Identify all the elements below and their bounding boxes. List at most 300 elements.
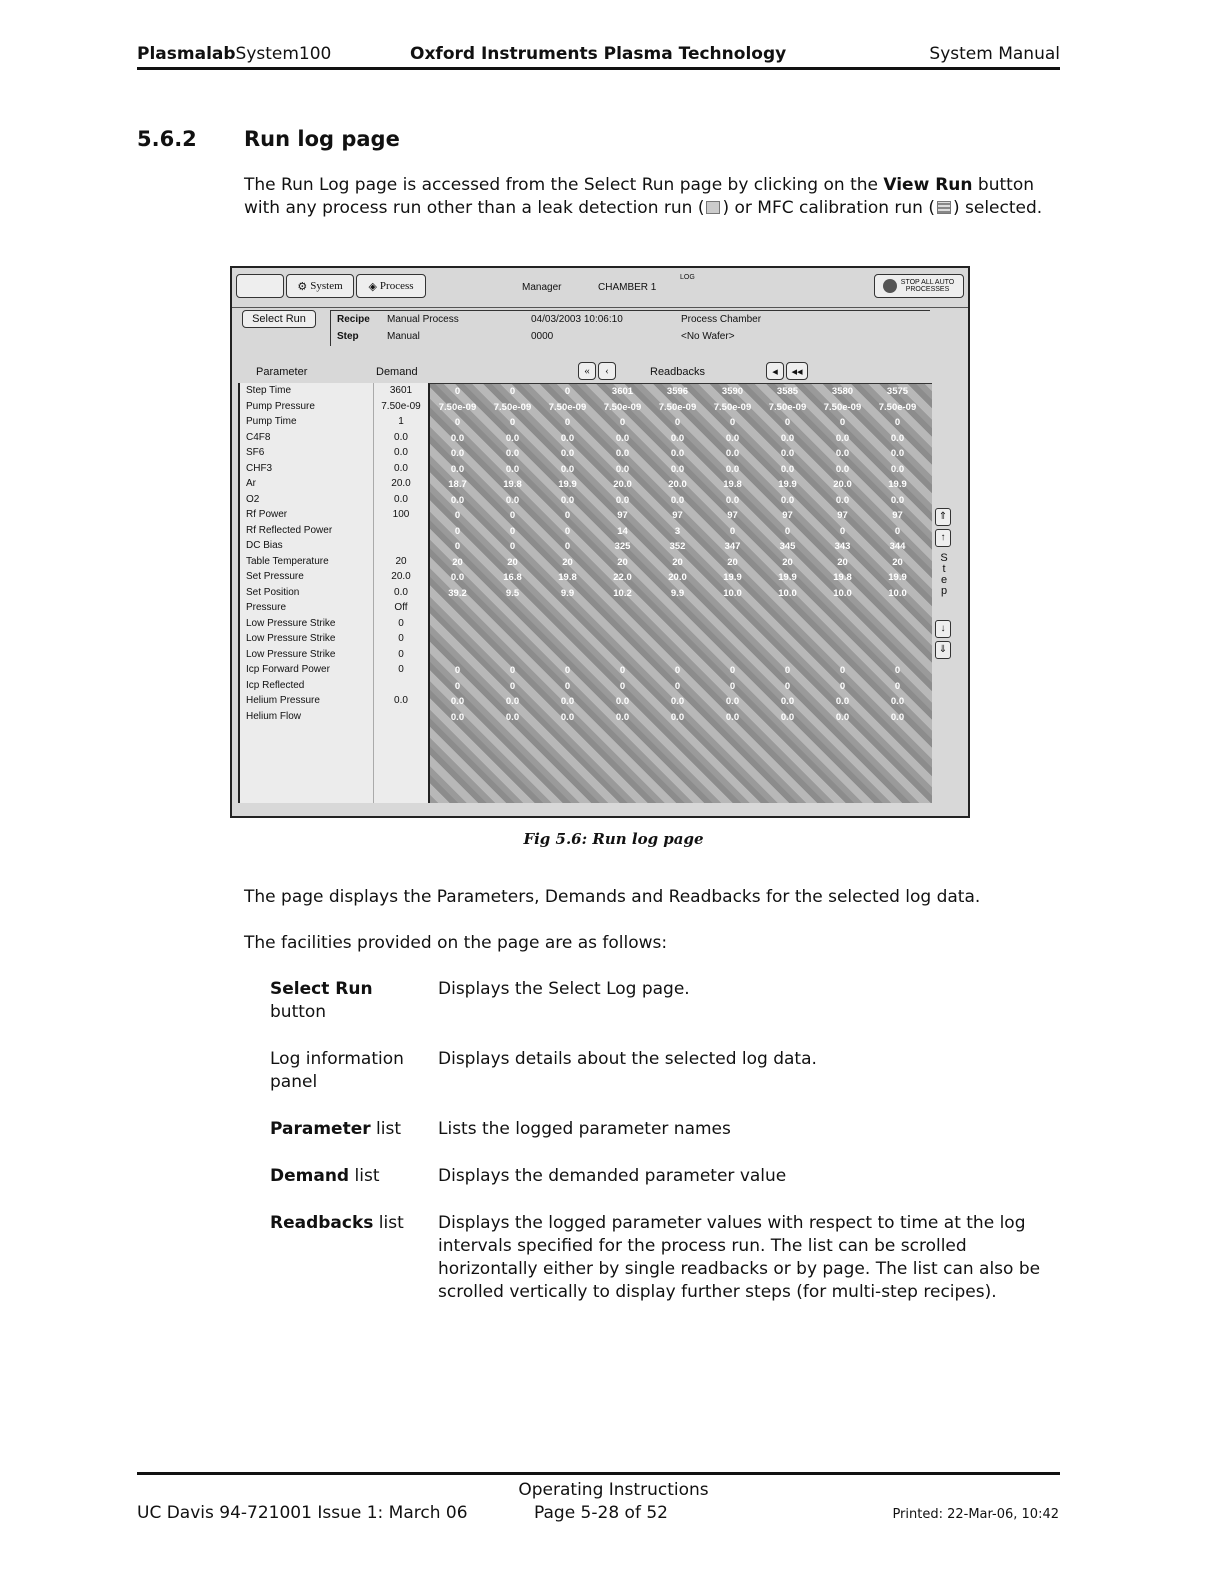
- readback-row: [430, 508, 932, 524]
- page-left-button[interactable]: ◂◂: [786, 362, 808, 380]
- parameter-item: Helium Pressure: [246, 695, 320, 706]
- readback-cell: 0: [564, 510, 571, 521]
- readback-cell: 0.0: [670, 432, 685, 444]
- step-up-button-side[interactable]: ↑: [935, 529, 951, 547]
- readback-cell: 3575: [886, 386, 909, 397]
- stop-icon: [883, 279, 897, 293]
- readback-cell: 0.0: [725, 494, 740, 506]
- section-title: Run log page: [244, 127, 400, 151]
- readback-cell: 0.0: [780, 711, 795, 723]
- readback-cell: 20: [672, 556, 683, 568]
- readback-cell: [595, 648, 650, 664]
- readback-cell: 0: [454, 665, 461, 676]
- step-up-button[interactable]: ‹: [598, 362, 616, 380]
- facility-term: Demand list: [270, 1166, 380, 1186]
- readback-cell: 0: [619, 417, 626, 428]
- demand-value: 1: [398, 416, 404, 427]
- toolbar: [232, 268, 968, 308]
- readback-cell: 0: [839, 680, 846, 692]
- readback-cell: [815, 601, 870, 617]
- readback-cell: 20: [727, 556, 738, 568]
- step-page-down-button[interactable]: ⇓: [935, 641, 951, 659]
- readback-cell: 0.0: [725, 432, 740, 444]
- readback-cell: 14: [617, 525, 628, 537]
- readback-cell: 0.0: [890, 448, 905, 459]
- demand-value: 20.0: [391, 571, 411, 582]
- demand-header: Demand: [376, 366, 418, 378]
- demand-value: 0.0: [394, 431, 408, 443]
- readback-row: [430, 617, 932, 633]
- paragraph-display: The page displays the Parameters, Demands and Readbacks for the selected log data.: [244, 887, 981, 907]
- demand-list: [373, 383, 428, 803]
- readback-cell: 0.0: [670, 696, 685, 707]
- demand-value: 7.50e-09: [381, 400, 421, 412]
- readback-cell: 0.0: [670, 448, 685, 459]
- readback-cell: 0.0: [615, 696, 630, 707]
- footer-doc-id: UC Davis 94-721001 Issue 1: March 06: [137, 1503, 468, 1523]
- readback-row: [430, 710, 932, 726]
- readback-cell: 0: [839, 525, 846, 537]
- system-button[interactable]: ⚙ System: [286, 274, 354, 298]
- readback-cell: 19.8: [558, 572, 577, 583]
- readback-cell: [815, 617, 870, 633]
- readback-cell: 19.9: [888, 572, 907, 583]
- readback-cell: [650, 648, 705, 664]
- readback-cell: 22.0: [613, 572, 632, 583]
- footer-divider: [137, 1472, 1060, 1475]
- readback-cell: [870, 648, 925, 664]
- parameter-item: Ar: [246, 478, 256, 489]
- readback-cell: 0: [894, 665, 901, 676]
- system-icon: ⚙: [297, 280, 308, 293]
- demand-value: [374, 523, 428, 539]
- parameter-item: Pressure: [246, 602, 287, 613]
- process-button[interactable]: ◈ Process: [356, 274, 426, 298]
- readback-cell: 0.0: [615, 711, 630, 723]
- readback-cell: [595, 617, 650, 633]
- readback-cell: 0: [509, 417, 516, 428]
- readback-cell: 0: [509, 665, 516, 676]
- readback-cell: [540, 648, 595, 664]
- readback-cell: [595, 632, 650, 648]
- readback-cell: 9.9: [560, 587, 575, 599]
- readback-cell: 0.0: [505, 711, 520, 723]
- readback-cell: 0.0: [835, 432, 850, 444]
- readback-cell: 7.50e-09: [438, 401, 477, 413]
- readback-cell: 7.50e-09: [713, 401, 752, 413]
- readback-cell: 20: [782, 556, 793, 568]
- parameter-item: Step Time: [246, 385, 292, 396]
- readback-cell: 0: [564, 525, 571, 537]
- facility-term: Select Run button: [270, 979, 373, 1022]
- readback-cell: [540, 601, 595, 617]
- readback-cell: 0: [564, 665, 571, 676]
- footer-printed: Printed: 22-Mar-06, 10:42: [892, 1507, 1059, 1522]
- readback-cell: 0.0: [505, 448, 520, 459]
- readbacks-header: Readbacks: [650, 366, 706, 378]
- readback-row: [430, 493, 932, 509]
- readback-cell: 0: [839, 417, 846, 428]
- readback-cell: 19.8: [833, 572, 852, 583]
- readback-cell: 20: [452, 556, 463, 568]
- mfc-calibration-icon: [937, 201, 951, 214]
- readback-cell: 7.50e-09: [548, 401, 587, 413]
- readback-cell: [430, 648, 485, 664]
- readback-cell: 97: [782, 510, 793, 521]
- readback-cell: 0.0: [615, 463, 630, 475]
- readback-cell: 0.0: [560, 463, 575, 475]
- readback-cell: 20: [892, 556, 903, 568]
- readback-cell: [485, 617, 540, 633]
- scroll-left-button[interactable]: ◂: [766, 362, 784, 380]
- readback-cell: 0.0: [725, 696, 740, 707]
- readback-cell: 19.8: [723, 479, 742, 490]
- readback-cell: 7.50e-09: [658, 401, 697, 413]
- readback-cell: 9.9: [670, 587, 685, 599]
- readback-cell: 0: [564, 541, 571, 552]
- readback-cell: 0.0: [450, 463, 465, 475]
- readback-cell: 19.9: [558, 479, 577, 490]
- readback-cell: [485, 632, 540, 648]
- readback-cell: 19.9: [888, 479, 907, 490]
- readback-cell: 0: [894, 525, 901, 537]
- demand-value: [374, 709, 428, 725]
- readback-cell: 0.0: [725, 711, 740, 723]
- readback-cell: 0.0: [780, 448, 795, 459]
- intro-paragraph: The Run Log page is accessed from the Select Run page by clicking on the View Run button with any process run other than a leak detection run ( ) or MFC calibration run ( ) selected.: [244, 175, 1043, 218]
- readback-cell: [650, 601, 705, 617]
- demand-value: 100: [392, 509, 410, 520]
- demand-value: 0.0: [394, 493, 408, 505]
- manager-label: Manager: [522, 282, 562, 293]
- parameter-item: Table Temperature: [246, 555, 329, 567]
- readback-cell: 0.0: [560, 494, 575, 506]
- readback-cell: 20.0: [613, 479, 632, 490]
- readback-cell: 3: [674, 525, 681, 537]
- readback-cell: 0.0: [505, 696, 520, 707]
- parameter-item: Pump Pressure: [246, 400, 315, 412]
- readback-cell: 0.0: [835, 494, 850, 506]
- readback-cell: 20: [507, 556, 518, 568]
- parameter-item: Set Pressure: [246, 571, 304, 582]
- readback-cell: 7.50e-09: [878, 401, 917, 413]
- readback-cell: 0.0: [505, 432, 520, 444]
- readback-cell: 0.0: [890, 711, 905, 723]
- footer-page: Page 5-28 of 52: [534, 1503, 668, 1523]
- parameter-item: Set Position: [246, 586, 300, 598]
- readback-cell: 0: [619, 665, 626, 676]
- parameter-item: Rf Power: [246, 509, 288, 520]
- readback-cell: 0: [509, 525, 516, 537]
- readback-cell: 344: [889, 541, 906, 552]
- readback-row: [430, 415, 932, 431]
- readback-cell: 3585: [776, 386, 799, 397]
- readback-cell: [430, 617, 485, 633]
- readback-cell: 19.9: [778, 572, 797, 583]
- readback-cell: [540, 632, 595, 648]
- header-doc-type: System Manual: [929, 44, 1060, 64]
- readback-cell: [485, 648, 540, 664]
- section-number: 5.6.2: [137, 127, 197, 151]
- readback-cell: 0.0: [725, 448, 740, 459]
- demand-value: [374, 538, 428, 554]
- run-log-screenshot: [230, 266, 970, 818]
- readback-cell: 0.0: [780, 432, 795, 444]
- figure-caption: Fig 5.6: Run log page: [523, 830, 704, 848]
- readback-cell: [870, 601, 925, 617]
- readback-row: [430, 384, 932, 400]
- readback-cell: 0: [454, 680, 461, 692]
- readback-cell: 0: [729, 525, 736, 537]
- readback-cell: 0: [509, 680, 516, 692]
- demand-value: 0: [398, 648, 404, 660]
- readback-cell: [705, 601, 760, 617]
- readback-cell: 0.0: [835, 448, 850, 459]
- readback-cell: 97: [837, 510, 848, 521]
- readback-cell: 97: [727, 510, 738, 521]
- readback-cell: 0: [784, 417, 791, 428]
- readback-cell: 0.0: [615, 494, 630, 506]
- readback-cell: 0.0: [835, 696, 850, 707]
- header-product: PlasmalabSystem100: [137, 44, 332, 64]
- demand-value: 20: [395, 555, 407, 567]
- readback-cell: 0: [839, 665, 846, 676]
- readback-cell: 0: [454, 541, 461, 552]
- readback-cell: 20.0: [668, 479, 687, 490]
- header-company: Oxford Instruments Plasma Technology: [410, 44, 787, 64]
- paragraph-facilities: The facilities provided on the page are as follows:: [244, 933, 668, 953]
- readback-cell: 0: [674, 680, 681, 692]
- readback-cell: 19.8: [503, 479, 522, 490]
- readback-row: [430, 555, 932, 571]
- readback-cell: [760, 601, 815, 617]
- readback-cell: 97: [892, 510, 903, 521]
- parameter-item: Low Pressure Strike: [246, 648, 336, 660]
- readback-cell: [430, 632, 485, 648]
- parameter-item: Low Pressure Strike: [246, 633, 336, 644]
- facility-description: Displays the Select Log page.: [438, 979, 690, 999]
- readback-row: [430, 477, 932, 493]
- demand-value: 0.0: [394, 447, 408, 458]
- readback-row: [430, 632, 932, 648]
- readback-cell: 0.0: [780, 696, 795, 707]
- readback-row: [430, 446, 932, 462]
- readback-cell: 325: [614, 541, 631, 552]
- readback-row: [430, 679, 932, 695]
- readback-cell: [760, 617, 815, 633]
- demand-value: 0.0: [394, 462, 408, 474]
- readback-cell: 0: [674, 417, 681, 428]
- parameter-item: Pump Time: [246, 416, 297, 427]
- readback-cell: [705, 632, 760, 648]
- readback-cell: 19.9: [778, 479, 797, 490]
- readback-cell: 0.0: [450, 432, 465, 444]
- parameter-item: C4F8: [246, 431, 271, 443]
- facility-description: Displays the demanded parameter value: [438, 1166, 787, 1186]
- readback-cell: 0.0: [560, 711, 575, 723]
- parameter-header: Parameter: [256, 366, 308, 378]
- readback-cell: 3596: [666, 386, 689, 397]
- readback-row: [430, 694, 932, 710]
- readback-cell: 9.5: [505, 587, 520, 599]
- readback-cell: [870, 617, 925, 633]
- readback-cell: 0: [454, 525, 461, 537]
- readback-cell: 20: [837, 556, 848, 568]
- readback-cell: 347: [724, 541, 741, 552]
- readback-row: [430, 663, 932, 679]
- demand-value: 0.0: [394, 695, 408, 706]
- readback-cell: 0.0: [780, 463, 795, 475]
- readback-row: [430, 462, 932, 478]
- step-label: S t e p: [940, 552, 948, 597]
- parameter-item: Low Pressure Strike: [246, 617, 336, 629]
- readback-row: [430, 570, 932, 586]
- demand-value: Off: [394, 602, 408, 613]
- chamber-label: CHAMBER 1: [598, 282, 657, 293]
- facility-description: Lists the logged parameter names: [438, 1119, 731, 1139]
- readback-cell: 352: [669, 541, 686, 552]
- readback-cell: 0.0: [725, 463, 740, 475]
- readback-cell: 343: [834, 541, 851, 552]
- readback-cell: 10.0: [833, 587, 852, 599]
- readback-row: [430, 524, 932, 540]
- facility-term: Parameter list: [270, 1119, 401, 1139]
- parameter-item: O2: [246, 493, 260, 505]
- readback-cell: 97: [672, 510, 683, 521]
- readback-cell: 0: [564, 417, 571, 428]
- readback-cell: 0.0: [670, 463, 685, 475]
- readback-cell: 0: [454, 510, 461, 521]
- readback-cell: 0.0: [450, 494, 465, 506]
- readbacks-list[interactable]: [428, 383, 932, 803]
- readback-cell: 0.0: [450, 572, 465, 583]
- parameter-item: CHF3: [246, 462, 273, 474]
- readback-cell: 0: [454, 386, 461, 397]
- demand-value: [374, 678, 428, 694]
- readback-cell: 0: [674, 665, 681, 676]
- step-page-up-button[interactable]: ⇑: [935, 508, 951, 526]
- readback-cell: 20: [562, 556, 573, 568]
- step-down-button[interactable]: ↓: [935, 620, 951, 638]
- readback-cell: [595, 601, 650, 617]
- readback-cell: [485, 601, 540, 617]
- readback-cell: 0.0: [615, 448, 630, 459]
- readback-cell: [815, 632, 870, 648]
- readback-cell: 19.9: [723, 572, 742, 583]
- leak-detection-icon: [706, 201, 720, 214]
- readback-cell: 10.0: [778, 587, 797, 599]
- readback-cell: 0: [454, 417, 461, 428]
- readback-cell: 0: [894, 680, 901, 692]
- demand-value: 0: [398, 664, 404, 675]
- readback-cell: 0: [729, 417, 736, 428]
- facility-description: Displays the logged parameter values with respect to time at the log intervals specified for the process run. The list can be scrolled horizontally either by single readbacks or by page. The list can also be scrolled vertically to display further steps (for multi-step recipes).: [438, 1213, 1041, 1302]
- readback-cell: 39.2: [448, 587, 467, 599]
- parameter-item: DC Bias: [246, 540, 283, 551]
- readback-cell: 0.0: [835, 463, 850, 475]
- readback-cell: [430, 601, 485, 617]
- readback-cell: [705, 648, 760, 664]
- readback-cell: [870, 632, 925, 648]
- readback-cell: 0: [784, 665, 791, 676]
- readback-row: [430, 400, 932, 416]
- readback-cell: 0.0: [670, 711, 685, 723]
- readback-cell: 0: [729, 665, 736, 676]
- page-header: [137, 42, 1060, 70]
- readback-cell: 0: [509, 510, 516, 521]
- readback-cell: 0: [509, 541, 516, 552]
- readback-cell: 0.0: [835, 711, 850, 723]
- readback-cell: 7.50e-09: [768, 401, 807, 413]
- readback-cell: 0.0: [890, 432, 905, 444]
- facility-description: Displays details about the selected log data.: [438, 1049, 817, 1069]
- readback-cell: 20: [617, 556, 628, 568]
- readback-cell: 0.0: [890, 696, 905, 707]
- readback-cell: 0: [564, 386, 571, 397]
- footer-section: Operating Instructions: [518, 1480, 709, 1500]
- readback-cell: 0: [564, 680, 571, 692]
- parameter-item: Icp Reflected: [246, 679, 305, 691]
- select-run-button[interactable]: Select Run: [242, 310, 316, 328]
- readback-cell: 0.0: [890, 463, 905, 475]
- parameter-item: Icp Forward Power: [246, 664, 330, 675]
- readback-row: [430, 586, 932, 602]
- readback-cell: 10.2: [613, 587, 632, 599]
- process-icon: ◈: [368, 280, 377, 293]
- demand-value: 0: [398, 617, 404, 629]
- readback-cell: 0.0: [450, 448, 465, 459]
- demand-value: 0.0: [394, 586, 408, 598]
- readback-row: [430, 539, 932, 555]
- readback-cell: 0: [509, 386, 516, 397]
- demand-value: 20.0: [391, 478, 411, 489]
- readback-cell: 0.0: [505, 463, 520, 475]
- demand-value: 0: [398, 633, 404, 644]
- readback-cell: 7.50e-09: [823, 401, 862, 413]
- log-icon: LOG: [680, 274, 695, 281]
- parameter-item: SF6: [246, 447, 265, 458]
- readback-cell: 20.0: [833, 479, 852, 490]
- readback-cell: 345: [779, 541, 796, 552]
- readback-cell: 20.0: [668, 572, 687, 583]
- stop-all-auto-button[interactable]: STOP ALL AUTO PROCESSES: [874, 274, 964, 298]
- facility-term: Readbacks list: [270, 1213, 404, 1233]
- readback-cell: [815, 648, 870, 664]
- parameter-item: Rf Reflected Power: [246, 524, 333, 536]
- demand-value: 3601: [389, 385, 413, 396]
- readback-cell: [760, 648, 815, 664]
- readback-cell: 7.50e-09: [493, 401, 532, 413]
- page-up-button[interactable]: «: [578, 362, 596, 380]
- readback-cell: 0.0: [450, 696, 465, 707]
- readback-cell: 0: [619, 680, 626, 692]
- readback-cell: 0.0: [505, 494, 520, 506]
- readback-cell: 7.50e-09: [603, 401, 642, 413]
- readback-cell: 0.0: [670, 494, 685, 506]
- readback-cell: 0.0: [890, 494, 905, 506]
- parameter-item: Helium Flow: [246, 710, 302, 722]
- readback-cell: 0.0: [560, 696, 575, 707]
- readback-row: [430, 648, 932, 664]
- readback-cell: [540, 617, 595, 633]
- readback-row: [430, 431, 932, 447]
- blank-button[interactable]: [236, 274, 284, 298]
- readback-cell: 3590: [721, 386, 744, 397]
- facility-term: Log information panel: [270, 1049, 404, 1092]
- readback-cell: [705, 617, 760, 633]
- readback-cell: [760, 632, 815, 648]
- readback-cell: 0: [729, 680, 736, 692]
